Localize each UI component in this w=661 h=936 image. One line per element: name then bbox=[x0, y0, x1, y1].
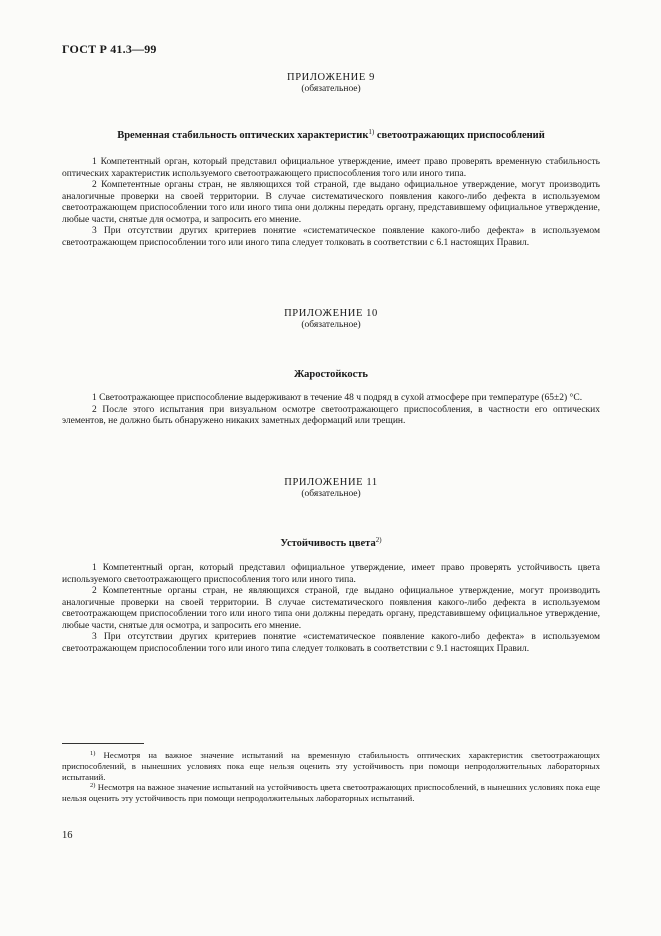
paragraph: 3 При отсутствии других критериев понятие «систематическое появление какого-либо дефекта» в используемом светоотражающем приспособлении того или иного типа следует толковать в соответствии с 9.1 настоящих Правил. bbox=[62, 632, 600, 654]
appendix-10-body bbox=[62, 393, 600, 428]
appendix-11-subtitle: (обязательное) bbox=[301, 489, 361, 499]
appendix-9-subtitle: (обязательное) bbox=[301, 84, 361, 94]
appendix-10-subtitle: (обязательное) bbox=[301, 320, 361, 330]
appendix-11-title: ПРИЛОЖЕНИЕ 11 bbox=[284, 477, 378, 488]
paragraph: 1 Компетентный орган, который представил официальное утверждение, имеет право проверять устойчивость цвета используемого светоотражающего приспособления того или иного типа. bbox=[62, 563, 600, 585]
appendix-10-section-title: Жаростойкость bbox=[294, 369, 368, 380]
footnote-1-mark: 1) bbox=[90, 750, 96, 757]
page-number: 16 bbox=[62, 830, 73, 841]
document-code: ГОСТ Р 41.3—99 bbox=[62, 42, 157, 56]
footnote-1 bbox=[62, 750, 600, 782]
appendix-9-section-title-tail: светоотражающих приспособлений bbox=[374, 130, 545, 141]
footnotes bbox=[62, 750, 600, 804]
paragraph: 1 Светоотражающее приспособление выдерживают в течение 48 ч подряд в сухой атмосфере при температуре (65±2) °С. bbox=[92, 393, 583, 403]
footnote-mark-2: 2) bbox=[375, 536, 382, 544]
appendix-9-title: ПРИЛОЖЕНИЕ 9 bbox=[287, 72, 375, 83]
appendix-9-section-title bbox=[62, 130, 600, 141]
footnote-2 bbox=[62, 782, 600, 804]
appendix-9-body bbox=[62, 157, 600, 249]
paragraph: 1 Компетентный орган, который представил официальное утверждение, имеет право проверять временную стабильность оптических характеристик используемого светоотражающего приспособления того или иного типа. bbox=[62, 157, 600, 179]
paragraph: 2 Компетентные органы стран, не являющихся страной, где выдано официальное утверждение, могут производить аналогичные проверки на своей территории. В случае систематического появления какого-либо дефекта в используемом светоотражающем приспособлении того или иного типа они должны передать органу, представившему официальное утверждение, любые части, снятые для осмотра, и запросить его мнение. bbox=[62, 586, 600, 631]
appendix-11-section-title-text: Устойчивость цвета bbox=[280, 538, 376, 549]
footnote-mark-1: 1) bbox=[368, 128, 375, 136]
appendix-11-section-title bbox=[62, 538, 600, 549]
footnote-2-mark: 2) bbox=[90, 782, 96, 790]
paragraph: 2 После этого испытания при визуальном осмотре светоотражающего приспособления, в частности его оптических элементов, не должно быть обнаружено никаких заметных деформаций или трещин. bbox=[62, 404, 600, 426]
appendix-10-heading bbox=[62, 308, 600, 331]
appendix-11-body bbox=[62, 563, 600, 655]
appendix-9-heading bbox=[62, 72, 600, 95]
footnote-2-text: Несмотря на важное значение испытаний на устойчивость цвета светоотражающих приспособлений, в нынешних условиях пока еще нельзя оценить эту устойчивость при помощи непродолжительных лабораторных испытаний. bbox=[62, 782, 600, 804]
footnote-1-text: Несмотря на важное значение испытаний на временную стабильность оптических характеристик светоотражающих приспособлений, в нынешних условиях пока еще нельзя оценить эту устойчивость при помощи непродолжительных лабораторных испытаний. bbox=[62, 750, 600, 782]
appendix-10-title: ПРИЛОЖЕНИЕ 10 bbox=[284, 308, 378, 319]
footnote-separator bbox=[62, 743, 144, 744]
paragraph: 3 При отсутствии других критериев понятие «систематическое появление какого-либо дефекта» в используемом светоотражающем приспособлении того или иного типа следует толковать в соответствии с 6.1 настоящих Правил. bbox=[62, 226, 600, 248]
appendix-11-heading bbox=[62, 477, 600, 500]
paragraph: 2 Компетентные органы стран, не являющихся той страной, где выдано официальное утверждение, могут производить аналогичные проверки на своей территории. В случае систематического появления какого-либо дефекта в используемом светоотражающем приспособлении того или иного типа они должны передать органу, представившему официальное утверждение, любые части, снятые для осмотра, и запросить его мнение. bbox=[62, 180, 600, 225]
appendix-9-section-title-text: Временная стабильность оптических характеристик bbox=[117, 130, 369, 141]
